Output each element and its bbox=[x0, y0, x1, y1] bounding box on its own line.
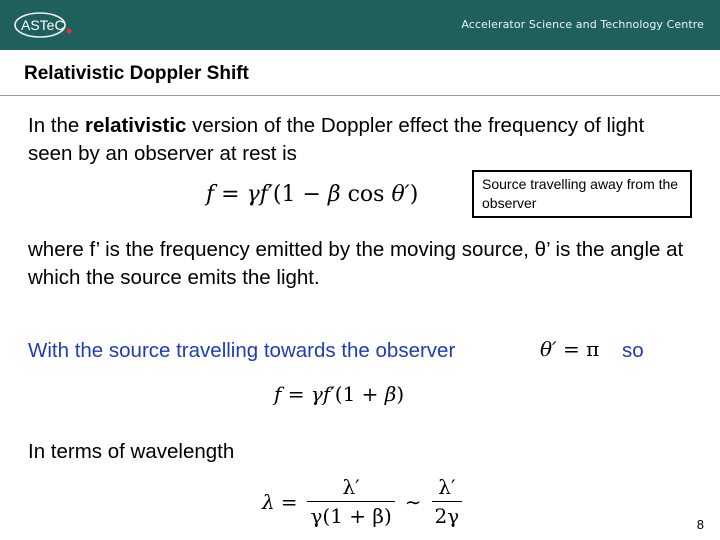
intro-text-before: In the bbox=[28, 114, 85, 137]
svg-text:ASTeC: ASTeC bbox=[21, 17, 65, 33]
header-banner bbox=[0, 0, 720, 50]
wavelength-text: In terms of wavelength bbox=[28, 440, 235, 463]
eq3-lhs: f bbox=[274, 382, 282, 406]
eq4-numerator-2: λ′ bbox=[438, 475, 456, 499]
title-bar bbox=[0, 50, 720, 96]
eq2-theta: θ′ bbox=[540, 337, 557, 361]
intro-paragraph bbox=[28, 112, 688, 168]
eq4-fraction-1 bbox=[307, 475, 394, 528]
eq1-gamma: γ bbox=[246, 182, 260, 207]
centre-name: Accelerator Science and Technology Centre bbox=[461, 18, 704, 31]
eq3-close: ) bbox=[396, 382, 405, 406]
eq4-denominator-2: 2γ bbox=[432, 501, 463, 528]
callout-box: Source travelling away from the observer bbox=[472, 170, 692, 218]
intro-bold-word: relativistic bbox=[85, 114, 187, 137]
where-paragraph: where f’ is the frequency emitted by the moving source, θ’ is the angle at which the source emits the light. bbox=[28, 238, 684, 289]
eq1-open: (1 − bbox=[272, 182, 328, 207]
eq3-open: (1 + bbox=[334, 382, 385, 406]
doppler-equation: f = γf′(1 − β cos θ′) bbox=[206, 182, 419, 207]
eq1-fprime: f′ bbox=[259, 182, 273, 207]
eq1-lhs: f bbox=[206, 182, 215, 207]
intro-text-after: version of the Doppler effect the frequency of light seen by an observer at rest is bbox=[28, 114, 645, 165]
wavelength-equation bbox=[262, 475, 466, 528]
eq4-numerator-1: λ′ bbox=[342, 475, 360, 499]
towards-equation: f = γf′(1 + β) bbox=[274, 382, 405, 406]
eq1-cos: cos bbox=[340, 182, 392, 207]
theta-equals-pi-equation bbox=[540, 337, 599, 361]
eq2-equals: = bbox=[556, 337, 587, 361]
eq1-beta: β bbox=[327, 182, 341, 207]
eq1-theta: θ′ bbox=[391, 182, 410, 207]
eq3-beta: β bbox=[384, 382, 397, 406]
eq2-pi: π bbox=[586, 337, 600, 361]
astec-logo bbox=[12, 9, 76, 41]
eq3-gamma: γ bbox=[310, 382, 323, 406]
eq4-denominator-1: γ(1 + β) bbox=[307, 501, 394, 528]
slide-title: Relativistic Doppler Shift bbox=[24, 63, 249, 84]
eq4-lambda: λ bbox=[262, 489, 275, 514]
eq4-sim: ∼ bbox=[404, 489, 422, 514]
eq4-equals: = bbox=[280, 489, 298, 514]
towards-text: With the source travelling towards the observer bbox=[28, 339, 456, 362]
eq4-fraction-2 bbox=[432, 475, 463, 528]
eq3-fprime: f′ bbox=[322, 382, 335, 406]
page-number: 8 bbox=[696, 517, 704, 532]
eq1-close: ) bbox=[409, 182, 419, 207]
so-text: so bbox=[622, 339, 644, 362]
